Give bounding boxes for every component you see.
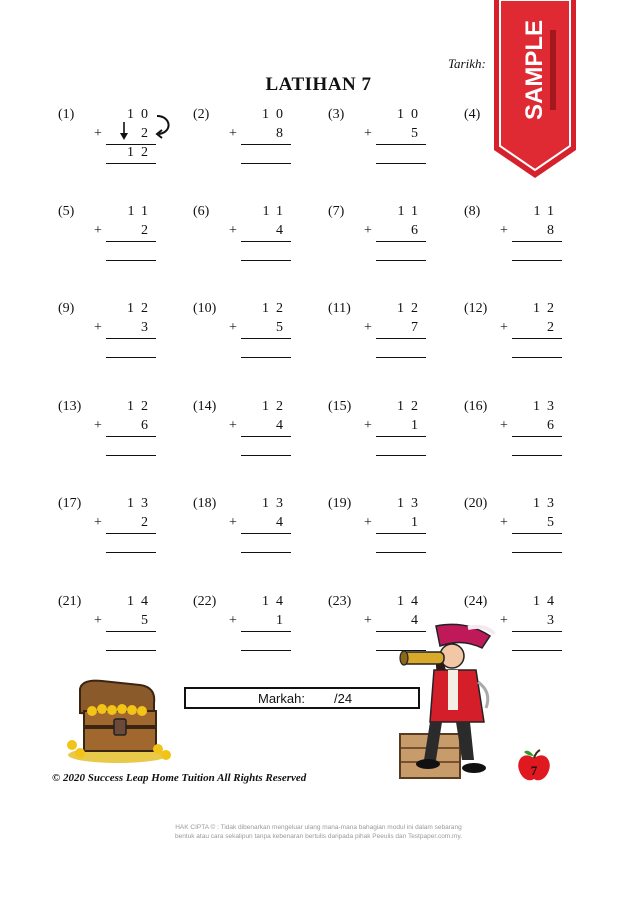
plus-sign: + xyxy=(94,223,102,238)
bottom-addend: 4 xyxy=(276,223,290,238)
sample-text: SAMPLE xyxy=(521,19,548,121)
problem-13 xyxy=(58,399,188,479)
sum-rule-bottom xyxy=(241,357,291,358)
sum-rule-top xyxy=(241,338,291,339)
bottom-addend: 2 xyxy=(141,515,155,530)
plus-sign: + xyxy=(500,613,508,628)
plus-sign: + xyxy=(229,223,237,238)
sum-rule-top xyxy=(376,436,426,437)
problem-number: (4) xyxy=(464,107,481,122)
problem-16 xyxy=(464,399,594,479)
top-addend: 13 xyxy=(533,399,561,414)
problem-17 xyxy=(58,496,188,576)
bottom-addend: 4 xyxy=(411,613,425,628)
top-addend: 12 xyxy=(397,301,425,316)
problem-number: (8) xyxy=(464,204,481,219)
top-addend: 10 xyxy=(397,107,425,122)
problem-number: (11) xyxy=(328,301,351,316)
sum-rule-bottom xyxy=(241,455,291,456)
plus-sign: + xyxy=(364,515,372,530)
sum-rule-bottom xyxy=(241,260,291,261)
sum-rule-top xyxy=(241,241,291,242)
plus-sign: + xyxy=(229,320,237,335)
sum-rule-top xyxy=(106,241,156,242)
problem-5 xyxy=(58,204,188,284)
bottom-addend: 6 xyxy=(411,223,425,238)
plus-sign: + xyxy=(364,320,372,335)
problem-14 xyxy=(193,399,323,479)
problem-number: (12) xyxy=(464,301,488,316)
sum-rule-bottom xyxy=(241,650,291,651)
problem-number: (24) xyxy=(464,594,488,609)
problem-number: (5) xyxy=(58,204,75,219)
top-addend: 10 xyxy=(262,107,290,122)
problem-number: (13) xyxy=(58,399,82,414)
problem-21 xyxy=(58,594,188,674)
bottom-addend: 8 xyxy=(547,223,561,238)
sum-rule-bottom xyxy=(106,552,156,553)
bottom-addend: 6 xyxy=(141,418,155,433)
top-addend: 13 xyxy=(397,496,425,511)
date-label: Tarikh: xyxy=(448,56,486,71)
top-addend: 11 xyxy=(533,204,561,219)
bottom-addend: 5 xyxy=(276,320,290,335)
sum-rule-top xyxy=(512,338,562,339)
down-arrow-icon xyxy=(119,121,129,143)
sum-rule-bottom xyxy=(106,260,156,261)
problem-8 xyxy=(464,204,594,284)
problem-11 xyxy=(328,301,458,381)
problem-9 xyxy=(58,301,188,381)
top-addend: 14 xyxy=(397,594,425,609)
bottom-addend: 3 xyxy=(547,613,561,628)
plus-sign: + xyxy=(364,126,372,141)
top-addend: 12 xyxy=(127,399,155,414)
marks-box xyxy=(184,687,420,709)
bottom-addend: 1 xyxy=(276,613,290,628)
top-addend: 13 xyxy=(127,496,155,511)
sample-watermark xyxy=(494,0,576,178)
problem-number: (3) xyxy=(328,107,345,122)
problem-6 xyxy=(193,204,323,284)
bottom-addend: 6 xyxy=(547,418,561,433)
top-addend: 11 xyxy=(127,204,155,219)
problem-22 xyxy=(193,594,323,674)
problem-19 xyxy=(328,496,458,576)
sum-rule-top xyxy=(241,144,291,145)
plus-sign: + xyxy=(94,613,102,628)
problem-20 xyxy=(464,496,594,576)
plus-sign: + xyxy=(500,515,508,530)
top-addend: 14 xyxy=(262,594,290,609)
top-addend: 11 xyxy=(397,204,425,219)
sum-rule-bottom xyxy=(106,163,156,164)
sum-rule-top xyxy=(241,631,291,632)
top-addend: 12 xyxy=(262,399,290,414)
sum-rule-top xyxy=(512,241,562,242)
plus-sign: + xyxy=(94,126,102,141)
worksheet-title: LATIHAN 7 xyxy=(265,74,372,95)
problem-number: (10) xyxy=(193,301,217,316)
top-addend: 12 xyxy=(262,301,290,316)
pirate-captain-icon xyxy=(396,622,500,782)
bottom-addend: 3 xyxy=(141,320,155,335)
sum-rule-top xyxy=(241,436,291,437)
notice-line-2: bentuk atau cara sekalipun tanpa kebenaran bertulis daripada pihak Peeulis dan Testpaper.com.my. xyxy=(174,833,463,840)
sum-rule-top xyxy=(512,436,562,437)
problem-number: (7) xyxy=(328,204,345,219)
sum-rule-top xyxy=(376,533,426,534)
bottom-addend: 2 xyxy=(547,320,561,335)
problem-number: (23) xyxy=(328,594,352,609)
problem-number: (1) xyxy=(58,107,75,122)
problem-3 xyxy=(328,107,458,187)
plus-sign: + xyxy=(229,515,237,530)
sum-rule-bottom xyxy=(512,650,562,651)
problem-2 xyxy=(193,107,323,187)
sum-rule-top xyxy=(106,631,156,632)
sum-rule-bottom xyxy=(376,260,426,261)
plus-sign: + xyxy=(229,418,237,433)
problem-number: (17) xyxy=(58,496,82,511)
plus-sign: + xyxy=(500,418,508,433)
bottom-addend: 7 xyxy=(411,320,425,335)
sum-rule-top xyxy=(241,533,291,534)
problem-number: (19) xyxy=(328,496,352,511)
top-addend: 12 xyxy=(533,301,561,316)
problem-number: (14) xyxy=(193,399,217,414)
sum-rule-bottom xyxy=(106,650,156,651)
apple-icon xyxy=(514,748,554,784)
plus-sign: + xyxy=(500,223,508,238)
page-number: 7 xyxy=(530,763,538,778)
marks-label: Markah: xyxy=(258,691,305,706)
bottom-addend: 8 xyxy=(276,126,290,141)
plus-sign: + xyxy=(94,418,102,433)
problem-number: (20) xyxy=(464,496,488,511)
bottom-addend: 1 xyxy=(411,515,425,530)
problem-number: (2) xyxy=(193,107,210,122)
top-addend: 14 xyxy=(533,594,561,609)
problem-18 xyxy=(193,496,323,576)
sum-rule-bottom xyxy=(512,552,562,553)
sum-rule-bottom xyxy=(376,552,426,553)
answer-field[interactable]: 12 xyxy=(127,145,155,160)
sum-rule-top xyxy=(376,241,426,242)
plus-sign: + xyxy=(229,613,237,628)
sum-rule-top xyxy=(512,533,562,534)
problem-7 xyxy=(328,204,458,284)
sum-rule-top xyxy=(512,631,562,632)
plus-sign: + xyxy=(94,320,102,335)
top-addend: 12 xyxy=(397,399,425,414)
plus-sign: + xyxy=(364,613,372,628)
problem-number: (21) xyxy=(58,594,82,609)
problem-number: (9) xyxy=(58,301,75,316)
problem-10 xyxy=(193,301,323,381)
bottom-addend: 5 xyxy=(141,613,155,628)
problem-number: (18) xyxy=(193,496,217,511)
bottom-addend: 2 xyxy=(141,223,155,238)
problem-number: (22) xyxy=(193,594,217,609)
sum-rule-bottom xyxy=(376,455,426,456)
plus-sign: + xyxy=(500,320,508,335)
top-addend: 10 xyxy=(127,107,155,122)
top-addend: 13 xyxy=(533,496,561,511)
sum-rule-top xyxy=(376,338,426,339)
sum-rule-bottom xyxy=(512,455,562,456)
bottom-addend: 5 xyxy=(411,126,425,141)
top-addend: 12 xyxy=(127,301,155,316)
plus-sign: + xyxy=(94,515,102,530)
sum-rule-bottom xyxy=(512,260,562,261)
top-addend: 13 xyxy=(262,496,290,511)
plus-sign: + xyxy=(364,418,372,433)
bottom-addend: 4 xyxy=(276,515,290,530)
top-addend: 14 xyxy=(127,594,155,609)
sum-rule-bottom xyxy=(106,357,156,358)
problem-number: (6) xyxy=(193,204,210,219)
plus-sign: + xyxy=(364,223,372,238)
bottom-addend: 4 xyxy=(276,418,290,433)
sum-rule-top xyxy=(106,338,156,339)
notice-line-1: HAK CIPTA © : Tidak dibenarkan mengeluar ulang mana-mana bahagian modul ini dalam sebarang xyxy=(175,824,462,831)
sum-rule-bottom xyxy=(106,455,156,456)
problem-15 xyxy=(328,399,458,479)
bottom-addend: 1 xyxy=(411,418,425,433)
problem-number: (16) xyxy=(464,399,488,414)
bottom-addend: 5 xyxy=(547,515,561,530)
problem-12 xyxy=(464,301,594,381)
sum-rule-top xyxy=(376,144,426,145)
copyright-text: © 2020 Success Leap Home Tuition All Rights Reserved xyxy=(52,772,307,784)
treasure-chest-icon xyxy=(62,675,174,767)
plus-sign: + xyxy=(229,126,237,141)
bottom-addend: 2 xyxy=(141,126,155,141)
sum-rule-bottom xyxy=(512,357,562,358)
problem-number: (15) xyxy=(328,399,352,414)
sum-rule-top xyxy=(106,436,156,437)
sum-rule-bottom xyxy=(376,357,426,358)
sum-rule-bottom xyxy=(241,163,291,164)
sum-rule-bottom xyxy=(241,552,291,553)
sum-rule-bottom xyxy=(376,163,426,164)
sum-rule-top xyxy=(106,533,156,534)
marks-total: /24 xyxy=(334,691,353,706)
copyright-notice xyxy=(0,823,637,841)
top-addend: 11 xyxy=(262,204,290,219)
